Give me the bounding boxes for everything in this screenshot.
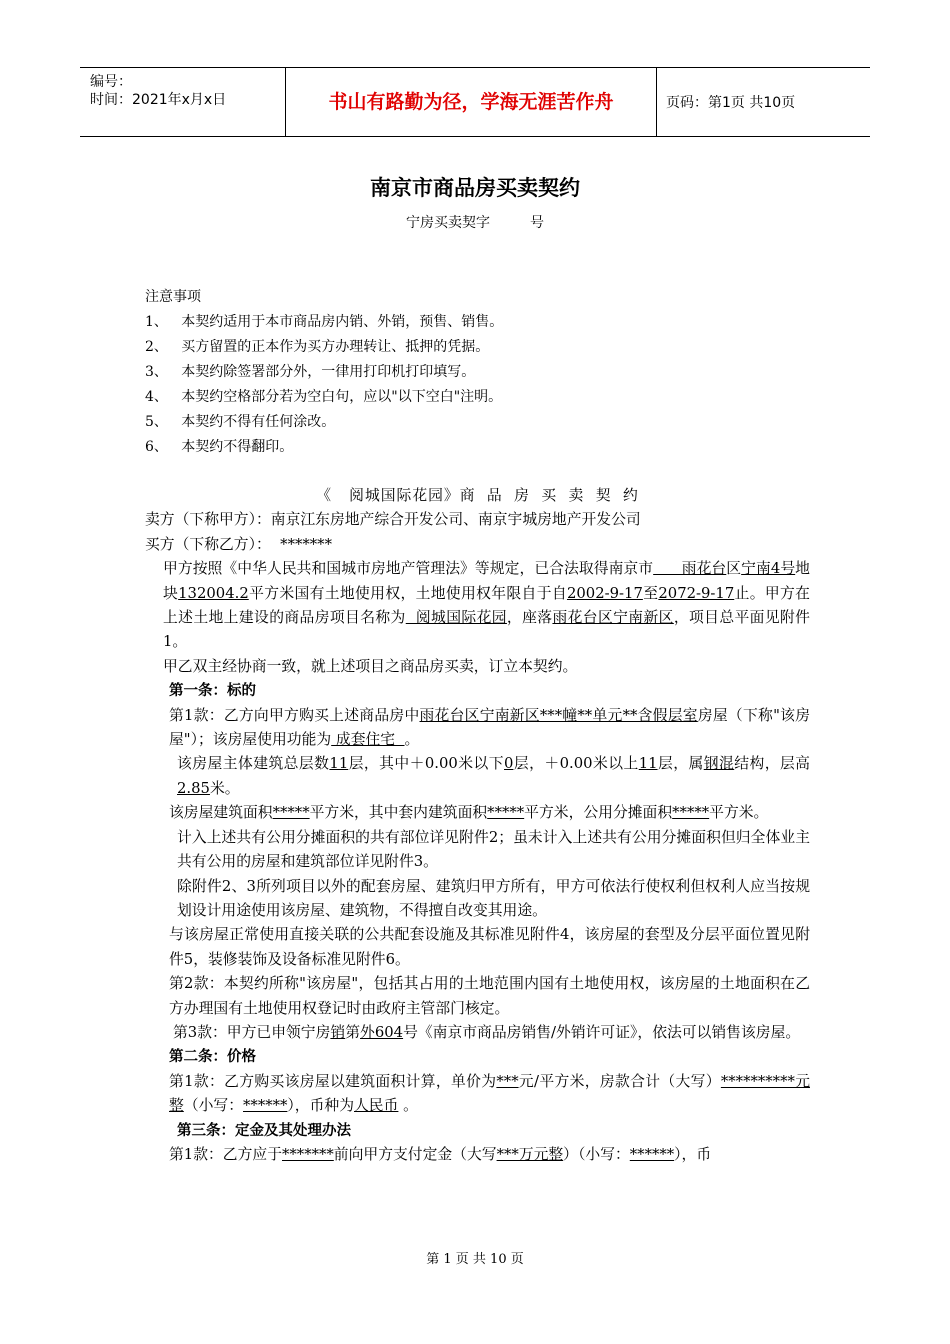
header-left <box>90 73 226 109</box>
document-number-label: 编号： <box>90 74 132 90</box>
header-motto: 书山有路勤为径，学海无涯苦作舟 <box>285 68 657 136</box>
article-2-clause-1: 第1款：乙方购买该房屋以建筑面积计算，单价为***元/平方米，房款合计（大写）**********元整（小写：******），币种为人民币 。 <box>169 1072 810 1115</box>
article-1-shared-parts: 计入上述共有公用分摊面积的共有部位详见附件2；虽未计入上述共有公用分摊面积但归全体业主共有公用的房屋和建筑部位详见附件3。 <box>177 828 810 871</box>
article-1-clause-2: 第2款：本契约所称"该房屋"，包括其占用的土地范围内国有土地使用权，该房屋的土地面积在乙方办理国有土地使用权登记时由政府主管部门核定。 <box>169 975 810 1017</box>
buyer-line: 买方（下称乙方）： ******* <box>145 535 332 553</box>
notice-item: 6、 本契约不得翻印。 <box>145 439 294 455</box>
document-date: 时间：2021年x月x日 <box>90 92 227 108</box>
article-1-floors: 该房屋主体建筑总层数11层，其中＋0.00米以下0层，＋0.00米以上11层，属钢混结构，层高2.85米。 <box>177 755 810 797</box>
article-1-clause-1: 第1款：乙方向甲方购买上述商品房中雨花台区宁南新区***幢**单元**含假层室房屋（下称"该房屋"）；该房屋使用功能为 成套住宅 。 <box>169 706 810 749</box>
page-header <box>80 67 870 137</box>
notices-heading: 注意事项 <box>145 289 201 305</box>
notice-item: 3、 本契约除签署部分外，一律用打印机打印填写。 <box>145 364 476 380</box>
contract-heading: 《 阅城国际花园》商 品 房 买 卖 契 约 <box>316 487 639 504</box>
article-1-clause-3: 第3款：甲方已申领宁房销第外604号《南京市商品房销售/外销许可证》，依法可以销售该房屋。 <box>173 1023 801 1041</box>
article-1-area: 该房屋建筑面积*****平方米，其中套内建筑面积*****平方米，公用分摊面积*****平方米。 <box>169 804 769 822</box>
seller-line: 卖方（下称甲方）：南京江东房地产综合开发公司、南京宇城房地产开发公司 <box>145 511 641 529</box>
notice-item: 4、 本契约空格部分若为空白句，应以"以下空白"注明。 <box>145 389 503 405</box>
notice-item: 1、 本契约适用于本市商品房内销、外销，预售、销售。 <box>145 314 504 330</box>
article-3-clause-1: 第1款：乙方应于*******前向甲方支付定金（大写***万元整）（小写：******），币 <box>169 1145 712 1163</box>
document-subtitle: 宁房买卖契字 号 <box>405 215 545 231</box>
notice-item: 2、 买方留置的正本作为买方办理转让、抵押的凭据。 <box>145 339 490 355</box>
paragraph-agreement: 甲乙双主经协商一致，就上述项目之商品房买卖，订立本契约。 <box>163 657 578 675</box>
notice-item: 5、 本契约不得有任何涂改。 <box>145 414 336 430</box>
article-1-other-buildings: 除附件2、3所列项目以外的配套房屋、建筑归甲方所有，甲方可依法行使权利但权利人应当按规划设计用途使用该房屋、建筑物，不得擅自改变其用途。 <box>177 877 810 919</box>
notices-section <box>145 285 503 460</box>
article-3-title: 第三条：定金及其处理办法 <box>177 1122 351 1139</box>
contract-body <box>145 484 810 1167</box>
paragraph-land: 甲方按照《中华人民共和国城市房地产管理法》等规定，已合法取得南京市 雨花台区宁南4号地块132004.2平方米国有土地使用权，土地使用权年限自于自2002-9-17至2072-9-17止。甲方在上述土地上建设的商品房项目名称为 阅城国际花园，座落雨花台区宁南新区，项目总平面见附件1。 <box>163 560 810 651</box>
article-1-title: 第一条：标的 <box>169 683 256 700</box>
document-title: 南京市商品房买卖契约 <box>370 176 580 200</box>
article-1-facilities: 与该房屋正常使用直接关联的公共配套设施及其标准见附件4，该房屋的套型及分层平面位置见附件5，装修装饰及设备标准见附件6。 <box>169 926 810 968</box>
article-2-title: 第二条：价格 <box>169 1049 256 1066</box>
header-page-info: 页码：第1页 共10页 <box>666 95 796 111</box>
page-footer: 第 1 页 共 10 页 <box>426 1252 524 1267</box>
